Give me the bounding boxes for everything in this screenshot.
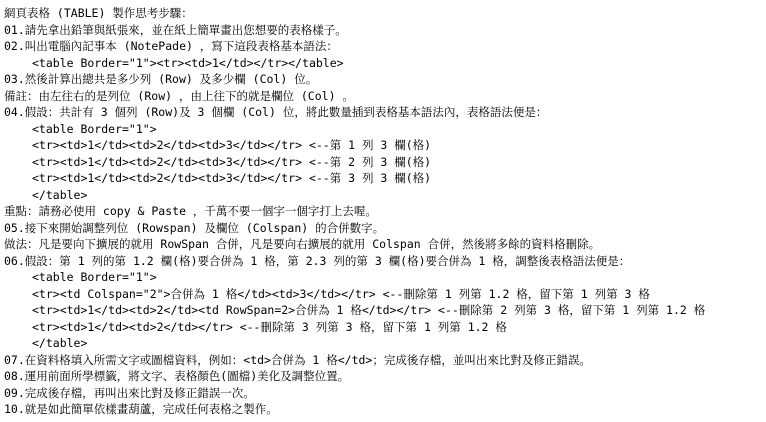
step-line: 09.完成後存檔，再叫出來比對及修正錯誤一次。 bbox=[4, 385, 255, 400]
code-line: <tr><td>1</td><td>2</td><td>3</td></tr> <--第 1 列 3 欄(格) bbox=[32, 138, 432, 152]
step-line: 01.請先拿出鉛筆與紙張來，並在紙上簡單畫出您想要的表格樣子。 bbox=[4, 22, 347, 37]
code-line: <table Border="1"> bbox=[32, 270, 157, 284]
document-body bbox=[4, 5, 764, 418]
note-line: 重點：請務必使用 copy & Paste ，千萬不要一個字一個字打上去喔。 bbox=[4, 204, 377, 218]
step-line: 05.接下來開始調整列位 (Rowspan) 及欄位 (Colspan) 的合併數字。 bbox=[4, 220, 385, 235]
step-line: 08.運用前面所學標籤，將文字、表格顏色(圖檔)美化及調整位置。 bbox=[4, 369, 350, 383]
code-line: <table Border="1"> bbox=[32, 121, 157, 136]
step-line: 04.假設：共計有 3 個列 (Row)及 3 個欄 (Col) 位，將此數量插到表格基本語法內，表格語法便是： bbox=[4, 105, 548, 119]
code-line: <tr><td>1</td><td>2</td></tr> <--刪除第 3 列第 3 格，留下第 1 列第 1.2 格 bbox=[32, 319, 507, 334]
step-line: 02.叫出電腦內記事本 (NotePade) ，寫下這段表格基本語法： bbox=[4, 39, 338, 53]
note-line: 備註：由左往右的是列位 (Row) ，由上往下的就是欄位 (Col) 。 bbox=[4, 88, 354, 103]
step-line: 07.在資料格填入所需文字或圖檔資料，例如：<td>合併為 1 格</td>；完成後存檔，並叫出來比對及修正錯誤。 bbox=[4, 352, 591, 367]
code-line: </table> bbox=[32, 336, 88, 350]
document-title: 網頁表格 (TABLE) 製作思考步驟： bbox=[4, 6, 193, 20]
code-line: <table Border="1"><tr><td>1</td></tr></table> bbox=[32, 55, 344, 70]
code-line: <tr><td>1</td><td>2</td><td>3</td></tr> <--第 2 列 3 欄(格) bbox=[32, 154, 432, 169]
code-line: <tr><td>1</td><td>2</td><td RowSpan=2>合併為 1 格</td></tr> <--刪除第 2 列第 3 格，留下第 1 列第 1.2 格 bbox=[32, 303, 706, 317]
step-line: 06.假設：第 1 列的第 1.2 欄(格)要合併為 1 格，第 2.3 列的第 3 欄(格)要合併為 1 格，調整後表格語法便是： bbox=[4, 253, 631, 268]
code-line: <tr><td>1</td><td>2</td><td>3</td></tr> <--第 3 列 3 欄(格) bbox=[32, 171, 432, 185]
step-line: 03.然後計算出總共是多少列 (Row) 及多少欄 (Col) 位。 bbox=[4, 72, 318, 86]
step-line: 10.就是如此簡單依樣畫葫蘆，完成任何表格之製作。 bbox=[4, 402, 278, 416]
note-line: 做法：凡是要向下擴展的就用 RowSpan 合併，凡是要向右擴展的就用 Colspan 合併，然後將多餘的資料格刪除。 bbox=[4, 237, 601, 251]
code-line: </table> bbox=[32, 187, 88, 202]
code-line: <tr><td Colspan="2">合併為 1 格</td><td>3</td></tr> <--刪除第 1 列第 1.2 格，留下第 1 列第 3 格 bbox=[32, 286, 650, 301]
